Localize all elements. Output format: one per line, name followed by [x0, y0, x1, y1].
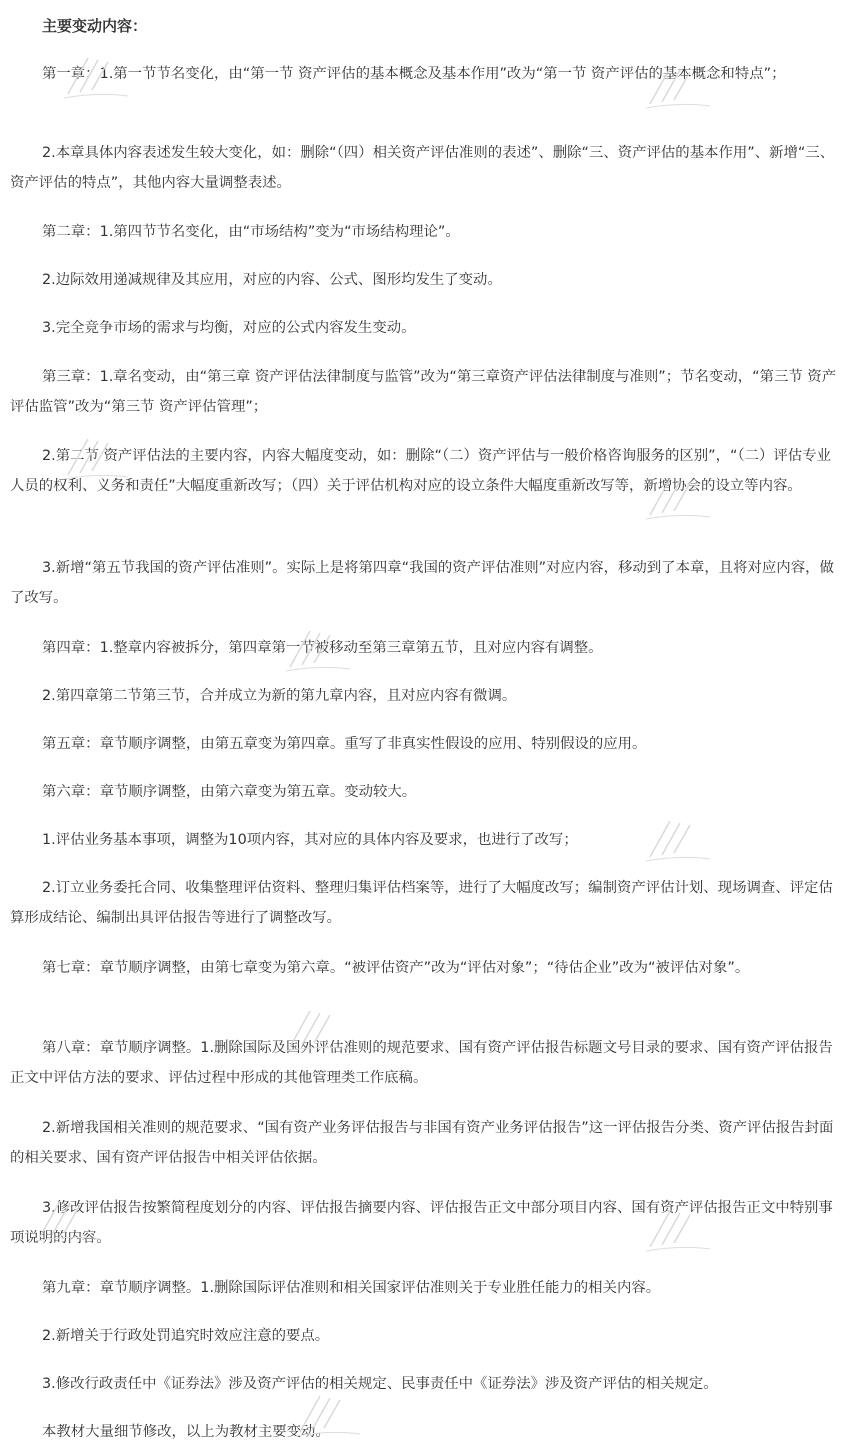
paragraph-ch8-item2: 2.新增我国相关准则的规范要求、“国有资产业务评估报告与非国有资产业务评估报告”这一评估报告分类、资产评估报告封面的相关要求、国有资产评估报告中相关评估依据。: [10, 1120, 834, 1166]
document-heading: 主要变动内容：: [42, 17, 148, 35]
paragraph-ch8-item3: 3.修改评估报告按繁简程度划分的内容、评估报告摘要内容、评估报告正文中部分项目内容、国有资产评估报告正文中特别事项说明的内容。: [10, 1200, 833, 1246]
paragraph-ch1-item1: 第一章：1.第一节节名变化，由“第一节 资产评估的基本概念及基本作用”改为“第一节 资产评估的基本概念和特点”；: [42, 66, 786, 82]
paragraph-ch2-item3: 3.完全竞争市场的需求与均衡，对应的公式内容发生变动。: [42, 320, 416, 336]
paragraph-ch3-item2: 2.第二节 资产评估法的主要内容，内容大幅度变动，如：删除“（二）资产评估与一般价格咨询服务的区别”，“（二）评估专业人员的权利、义务和责任”大幅度重新改写；（四）关于评估机构对应的设立条件大幅度重新改写等，新增协会的设立等内容。: [10, 448, 831, 494]
paragraph-ch1-item2: 2.本章具体内容表述发生较大变化，如：删除“（四）相关资产评估准则的表述”、删除“三、资产评估的基本作用”、新增“三、资产评估的特点”，其他内容大量调整表述。: [10, 145, 835, 191]
paragraph-ch9-item1: 第九章：章节顺序调整。1.删除国际评估准则和相关国家评估准则关于专业胜任能力的相关内容。: [42, 1280, 661, 1296]
paragraph-ch4-item1: 第四章：1.整章内容被拆分，第四章第一节被移动至第三章第五节，且对应内容有调整。: [42, 640, 603, 656]
paragraph-ch3-item3: 3.新增“第五节我国的资产评估准则”。实际上是将第四章“我国的资产评估准则”对应内容，移动到了本章，且将对应内容，做了改写。: [10, 560, 834, 606]
paragraph-ch6-item2: 2.订立业务委托合同、收集整理评估资料、整理归集评估档案等，进行了大幅度改写；编制资产评估计划、现场调查、评定估算形成结论、编制出具评估报告等进行了调整改写。: [10, 880, 833, 926]
paragraph-ch2-item1: 第二章：1.第四节节名变化，由“市场结构”变为“市场结构理论”。: [42, 224, 460, 240]
paragraph-ch3-item1: 第三章：1.章名变动，由“第三章 资产评估法律制度与监管”改为“第三章资产评估法律制度与准则”；节名变动，“第三节 资产评估监管”改为“第三节 资产评估管理”；: [10, 369, 837, 415]
paragraph-ch4-item2: 2.第四章第二节第三节，合并成立为新的第九章内容，且对应内容有微调。: [42, 688, 517, 704]
paragraph-ch9-item3: 3.修改行政责任中《证券法》涉及资产评估的相关规定、民事责任中《证券法》涉及资产评估的相关规定。: [42, 1376, 718, 1392]
paragraph-ch6: 第六章：章节顺序调整，由第六章变为第五章。变动较大。: [42, 784, 417, 800]
paragraph-ch8-item1: 第八章：章节顺序调整。1.删除国际及国外评估准则的规范要求、国有资产评估报告标题文号目录的要求、国有资产评估报告正文中评估方法的要求、评估过程中形成的其他管理类工作底稿。: [10, 1040, 833, 1086]
paragraph-closing: 本教材大量细节修改，以上为教材主要变动。: [42, 1424, 330, 1440]
paragraph-ch7: 第七章：章节顺序调整，由第七章变为第六章。“被评估资产”改为“评估对象”；“待估企业”改为“被评估对象”。: [42, 960, 750, 976]
paragraph-ch5: 第五章：章节顺序调整，由第五章变为第四章。重写了非真实性假设的应用、特别假设的应用。: [42, 736, 647, 752]
paragraph-ch6-item1: 1.评估业务基本事项，调整为10项内容，其对应的具体内容及要求，也进行了改写；: [42, 832, 578, 848]
paragraph-ch2-item2: 2.边际效用递减规律及其应用，对应的内容、公式、图形均发生了变动。: [42, 272, 502, 288]
paragraph-ch9-item2: 2.新增关于行政处罚追究时效应注意的要点。: [42, 1328, 330, 1344]
